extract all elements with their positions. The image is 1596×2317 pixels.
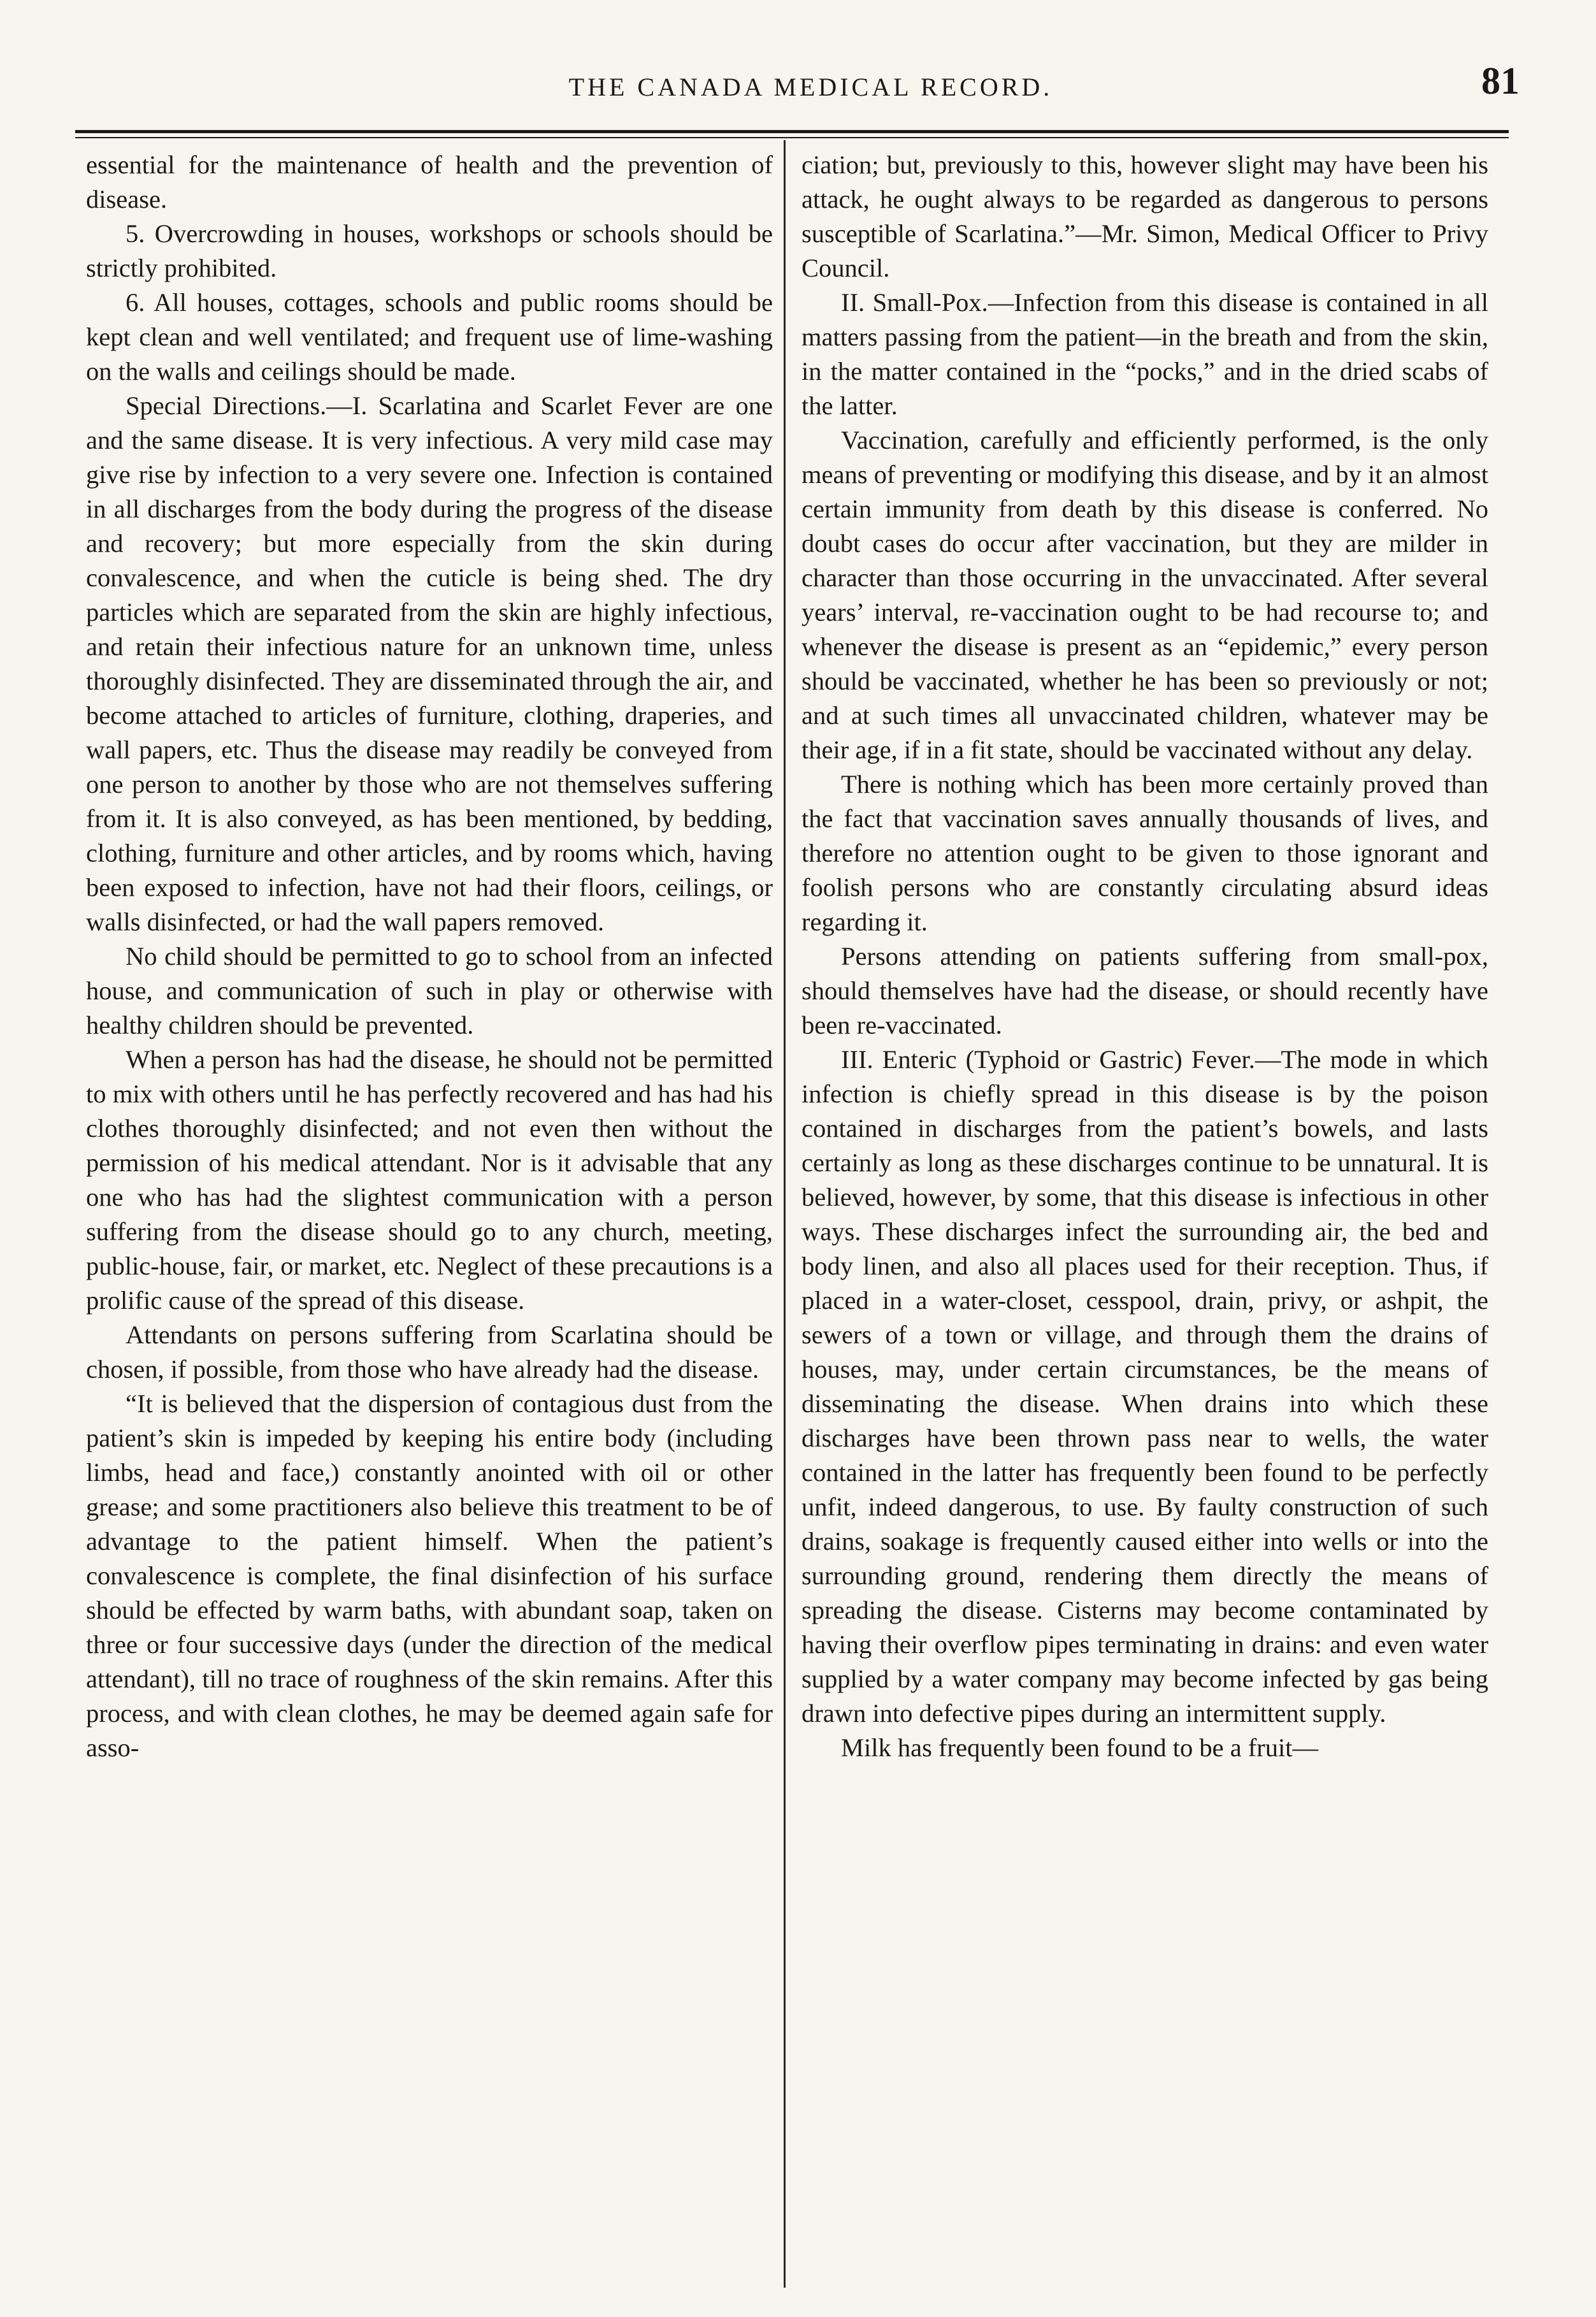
paragraph: Special Directions.—I. Scarlatina and Scarlet Fever are one and the same disease. It is very infectious. A very mild case may give rise by infection to a very severe one. Infection is contained in all discharges from the body during the progress of the disease and recovery; but more especially from the skin during convalescence, and when the cuticle is being shed. The dry particles which are separated from the skin are highly infectious, and retain their infectious nature for an unknown time, unless thoroughly disinfected. They are disseminated through the air, and become attached to articles of furniture, clothing, draperies, and wall papers, etc. Thus the disease may readily be conveyed from one person to another by those who are not themselves suffering from it. It is also conveyed, as has been mentioned, by bedding, clothing, furniture and other articles, and by rooms which, having been exposed to infection, have not had their floors, ceilings, or walls disinfected, or had the wall papers removed. <box>86 391 773 936</box>
paragraph: Attendants on persons suffering from Scarlatina should be chosen, if possible, from those who have already had the disease. <box>86 1320 773 1383</box>
paragraph: essential for the maintenance of health and the prevention of disease. <box>86 150 773 213</box>
paragraph: III. Enteric (Typhoid or Gastric) Fever.—The mode in which infection is chiefly spread in this disease is by the poison contained in discharges from the patient’s bowels, and lasts certainly as long as these discharges continue to be unnatural. It is believed, however, by some, that this disease is infectious in other ways. These discharges infect the surrounding air, the bed and body linen, and also all places used for their reception. Thus, if placed in a water-closet, cesspool, drain, privy, or ashpit, the sewers of a town or village, and through them the drains of houses, may, under certain circumstances, be the means of disseminating the disease. When drains into which these discharges have been thrown pass near to wells, the water contained in the latter has frequently been found to be perfectly unfit, indeed dangerous, to use. By faulty construction of such drains, soakage is frequently caused either into wells or into the surrounding ground, rendering them directly the means of spreading the disease. Cisterns may become contaminated by having their overflow pipes terminating in drains: and even water supplied by a water company may become infected by gas being drawn into defective pipes during an intermittent supply. <box>802 1045 1488 1728</box>
paragraph: Milk has frequently been found to be a fruit— <box>841 1733 1319 1762</box>
paragraph: No child should be permitted to go to school from an infected house, and communication of such in play or otherwise with healthy children should be prevented. <box>86 942 773 1039</box>
right-column <box>802 148 1488 2289</box>
paragraph: 6. All houses, cottages, schools and public rooms should be kept clean and well ventilated; and frequent use of lime-washing on the walls and ceilings should be made. <box>86 288 773 386</box>
left-column <box>86 148 773 2289</box>
running-head <box>76 59 1545 116</box>
paragraph: “It is believed that the dispersion of contagious dust from the patient’s skin is impeded by keeping his entire body (including limbs, head and face,) constantly anointed with oil or other grease; and some practitioners also believe this treatment to be of advantage to the patient himself. When the patient’s convalescence is complete, the final disinfection of his surface should be effected by warm baths, with abundant soap, taken on three or four successive days (under the direction of the medical attendant), till no trace of roughness of the skin remains. After this process, and with clean clothes, he may be deemed again safe for asso- <box>86 1389 773 1762</box>
column-divider <box>784 140 786 2288</box>
header-rule-thin <box>75 137 1509 138</box>
paragraph: There is nothing which has been more certainly proved than the fact that vaccination saves annually thousands of lives, and therefore no attention ought to be given to those ignorant and foolish persons who are constantly circulating absurd ideas regarding it. <box>802 770 1488 936</box>
paragraph: When a person has had the disease, he should not be permitted to mix with others until he has perfectly recovered and has had his clothes thoroughly disinfected; and not even then without the permission of his medical attendant. Nor is it advisable that any one who has had the slightest communication with a person suffering from the disease should go to any church, meeting, public-house, fair, or market, etc. Neglect of these precautions is a prolific cause of the spread of this disease. <box>86 1045 773 1315</box>
paragraph: Vaccination, carefully and efficiently performed, is the only means of preventing or modifying this disease, and by it an almost certain immunity from death by this disease is conferred. No doubt cases do occur after vaccination, but they are milder in character than those occurring in the unvaccinated. After several years’ interval, re-vaccination ought to be had recourse to; and whenever the disease is present as an “epidemic,” every person should be vaccinated, whether he has been so previously or not; and at such times all unvaccinated children, whatever may be their age, if in a fit state, should be vaccinated without any delay. <box>802 426 1488 764</box>
paragraph: ciation; but, previously to this, however slight may have been his attack, he ought always to be regarded as dangerous to persons susceptible of Scarlatina.”—Mr. Simon, Medical Officer to Privy Council. <box>802 150 1488 282</box>
page-number: 81 <box>1481 60 1520 102</box>
paragraph: Persons attending on patients suffering from small-pox, should themselves have had the disease, or should recently have been re-vaccinated. <box>802 942 1488 1039</box>
paragraph: 5. Overcrowding in houses, workshops or schools should be strictly prohibited. <box>86 219 773 282</box>
page-title: THE CANADA MEDICAL RECORD. <box>568 73 1053 101</box>
paragraph: II. Small-Pox.—Infection from this disease is contained in all matters passing from the patient—in the breath and from the skin, in the matter contained in the “pocks,” and in the dried scabs of the latter. <box>802 288 1488 420</box>
header-rule-thick <box>75 130 1509 133</box>
